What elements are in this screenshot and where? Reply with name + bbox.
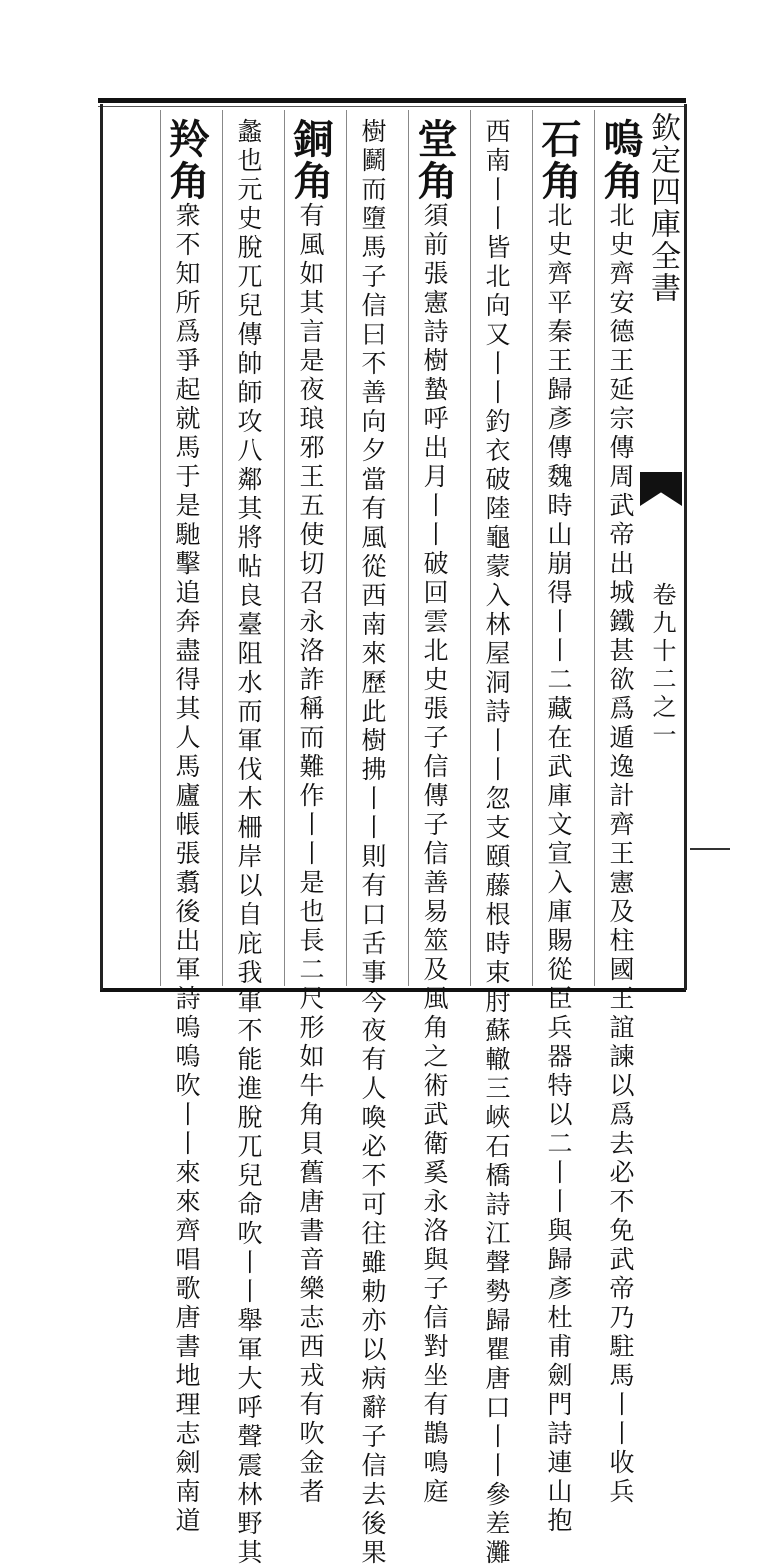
entry-heading: 堂角 xyxy=(411,118,458,202)
frame-top-rule xyxy=(98,98,686,103)
column-divider xyxy=(594,110,595,986)
column-divider xyxy=(160,110,161,986)
entry-text: 衆不知所爲爭起就馬于是馳擊追奔盡得其人馬廬帳張翥後出軍詩嗚嗚吹丨丨來來齊唱歌唐書地理志劍南道 xyxy=(172,202,201,1536)
entry-text: 蠡也元史脫兀兒傳帥師攻八鄰其將帖良臺阻水而軍伐木柵岸以自庇我軍不能進脫兀兒命吹丨丨舉軍大呼聲震林野其 xyxy=(234,118,263,1568)
volume-number: 卷九十二之一 xyxy=(648,582,676,750)
column-divider xyxy=(284,110,285,986)
header-column xyxy=(640,112,682,980)
entry-text: 北史齊安德王延宗傳周武帝出城鐵甚欲爲遁逸計齊王憲及柱國王誼諫以爲去必不免武帝乃駐馬丨丨收兵 xyxy=(606,202,635,1507)
book-title: 欽定四庫全書 xyxy=(645,112,680,304)
entry-heading: 石角 xyxy=(535,118,582,202)
entry-heading: 羚角 xyxy=(163,118,210,202)
column-divider xyxy=(532,110,533,986)
column-divider xyxy=(346,110,347,986)
frame-top-inner-rule xyxy=(98,106,686,107)
text-column xyxy=(228,118,268,1568)
column-divider xyxy=(408,110,409,986)
text-column xyxy=(287,118,334,1507)
text-column xyxy=(597,118,644,1507)
entry-text: 北史齊平秦王歸彥傳魏時山崩得丨丨二藏在武庫文宣入庫賜從臣兵器特以二丨丨與歸彥杜甫劍門詩連山抱 xyxy=(544,202,573,1536)
fishtail-mark xyxy=(640,472,682,506)
text-column xyxy=(476,118,516,1568)
text-column xyxy=(411,118,458,1507)
column-divider xyxy=(470,110,471,986)
entry-heading: 銅角 xyxy=(287,118,334,202)
entry-heading: 嗚角 xyxy=(597,118,644,202)
column-divider xyxy=(222,110,223,986)
frame-left-rule xyxy=(100,104,103,990)
frame-right-rule xyxy=(684,104,687,990)
margin-tick xyxy=(690,848,730,850)
entry-text: 西南丨丨皆北向又丨丨釣衣破陸龜蒙入林屋洞詩丨丨忽支頤藤根時束肘蘇轍三峽石橋詩江聲勢歸瞿唐口丨丨參差灘 xyxy=(482,118,511,1568)
text-column xyxy=(352,118,392,1568)
entry-text: 有風如其言是夜琅邪王五使切召永洛詐稱而難作丨丨是也長二尺形如牛角貝舊唐書音樂志西戎有吹金者 xyxy=(296,202,325,1507)
entry-text: 須前張憲詩樹蟄呼出月丨丨破回雲北史張子信傳子信善易筮及風角之術武衛奚永洛與子信對坐有鵲鳴庭 xyxy=(420,202,449,1507)
entry-text: 樹鬬而墮馬子信曰不善向夕當有風從西南來歷此樹拂丨丨則有口舌事今夜有人喚必不可往雖勅亦以病辭子信去後果 xyxy=(358,118,387,1568)
text-column xyxy=(535,118,582,1536)
text-column xyxy=(163,118,210,1536)
